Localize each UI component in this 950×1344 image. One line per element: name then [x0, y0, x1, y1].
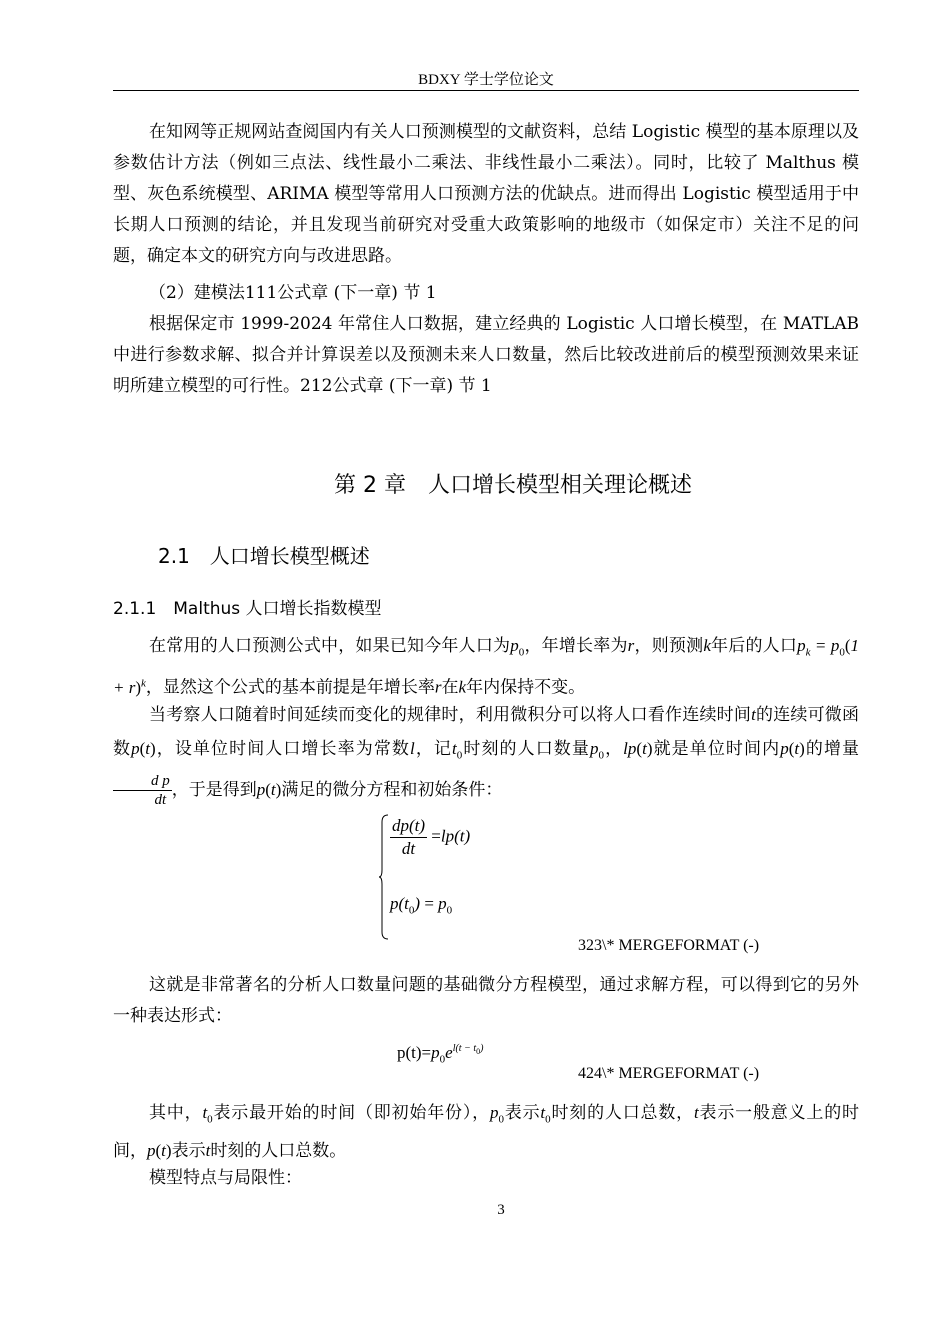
header-rule — [113, 90, 859, 91]
equation-initial-condition: $p(t_0) = p_0$ — [390, 894, 453, 917]
paragraph-malthus-formula: 在常用的人口预测公式中，如果已知今年人口为$p_0$，年增长率为r，则预测k年后的人口$p_k = p_0(1 + r)^k$，显然这个公式的基本前提是年增长率r在k年内保持不变。 — [113, 636, 860, 699]
paragraph-modeling: 根据保定市 1999-2024 年常住人口数据，建立经典的 Logistic 人口增长模型，在 MATLAB 中进行参数求解、拟合并计算误差以及预测未来人口数量，然后比较改进前后的模型预测效果来证明所建立模型的可行性。212公式章 (下一章) 节 1 — [113, 314, 859, 396]
equation-system-brace — [378, 814, 390, 940]
chapter-heading: 第 2 章 人口增长模型相关理论概述 — [334, 473, 692, 498]
section-heading: 2.1 人口增长模型概述 — [158, 544, 370, 568]
paragraph-model-features: 模型特点与局限性： — [149, 1168, 302, 1188]
paragraph-continuous-model: 当考察人口随着时间延续而变化的规律时，利用微积分可以将人口看作连续时间t的连续可微函数p(t)，设单位时间人口增长率为常数l，记$t_0$时刻的人口数量$p_0$，lp(t)就是单位时间内p(t)的增量 $\frac{\text{d p}}{dt}$ ，于是得到p(t)满足的微分方程和初始条件： — [113, 705, 860, 809]
paragraph-variable-definitions: 其中，$t_0$表示最开始的时间（即初始年份），$p_0$表示$t_0$时刻的人口总数，t表示一般意义上的时间，p(t)表示t时刻的人口总数。 — [113, 1103, 860, 1162]
page-header: BDXY 学士学位论文 — [418, 72, 554, 88]
page-number: 3 — [497, 1202, 505, 1218]
paragraph-literature: 在知网等正规网站查阅国内有关人口预测模型的文献资料，总结 Logistic 模型的基本原理以及参数估计方法（例如三点法、线性最小二乘法、非线性最小二乘法）。同时，比较了 Malthus 模型、灰色系统模型、ARIMA 模型等常用人口预测方法的优缺点。进而得出 Logistic 模型适用于中长期人口预测的结论，并且发现当前研究对受重大政策影响的地级市（如保定市）关注不足的问题，确定本文的研究方向与改进思路。 — [113, 122, 859, 266]
equation-3-tag: 323\* MERGEFORMAT (-) — [578, 937, 760, 954]
subsection-heading: 2.1.1 Malthus 人口增长指数模型 — [113, 599, 382, 619]
paragraph-solution-intro: 这就是非常著名的分析人口数量问题的基础微分方程模型，通过求解方程，可以得到它的另外一种表达形式： — [113, 975, 859, 1026]
equation-4-tag: 424\* MERGEFORMAT (-) — [578, 1065, 760, 1082]
equation-differential: $\frac{dp(t)}{dt}$ =lp(t) — [392, 816, 471, 858]
equation-exponential-solution: $p(t)=p_0e^{l(t - t_0)}$ — [397, 1043, 484, 1066]
paragraph-method-title: （2）建模法111公式章 (下一章) 节 1 — [149, 283, 437, 303]
